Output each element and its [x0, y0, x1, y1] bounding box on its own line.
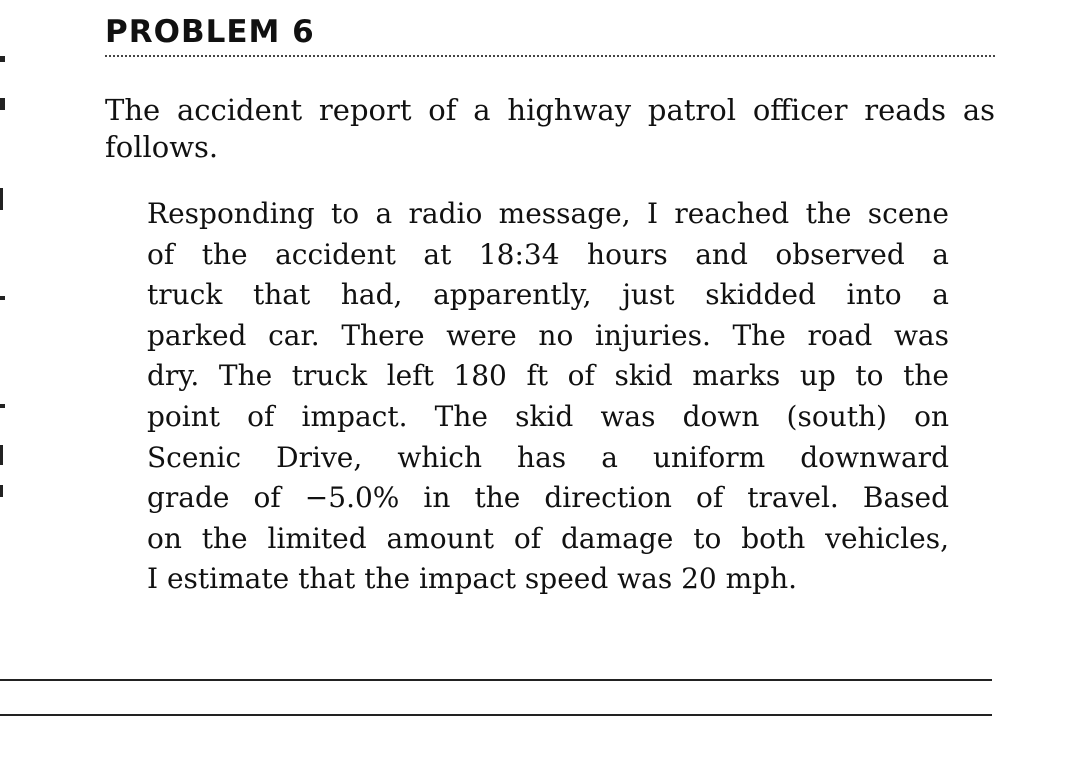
intro-line: follows.: [105, 130, 219, 164]
report-line: Scenic Drive, which has a uniform downward: [147, 440, 949, 474]
report-line: dry. The truck left 180 ft of skid marks up to the: [147, 359, 949, 393]
page-edge-mark: [0, 445, 3, 465]
page-edge-mark: [0, 188, 3, 210]
intro-line: The accident report of a highway patrol officer reads as: [105, 93, 995, 127]
report-line: Responding to a radio message, I reached the scene: [147, 197, 949, 230]
report-line: parked car. There were no injuries. The road was: [147, 318, 949, 352]
report-line: on the limited amount of damage to both vehicles,: [147, 521, 949, 555]
answer-line: [0, 679, 992, 681]
report-line: of the accident at 18:34 hours and observed a: [147, 237, 949, 271]
report-line: point of impact. The skid was down (south) on: [147, 399, 949, 433]
accident-report-quote: [147, 194, 949, 600]
page-edge-mark: [0, 485, 3, 497]
page-edge-mark: [0, 56, 5, 62]
page-edge-mark: [0, 404, 5, 408]
problem-heading: PROBLEM 6: [105, 14, 315, 50]
answer-line: [0, 714, 992, 716]
report-line: grade of −5.0% in the direction of travel. Based: [147, 481, 949, 515]
intro-paragraph: [105, 92, 995, 166]
heading-dotted-rule: [105, 55, 995, 57]
report-line: truck that had, apparently, just skidded into a: [147, 278, 949, 312]
report-line: I estimate that the impact speed was 20 mph.: [147, 562, 798, 596]
page-edge-mark: [0, 296, 5, 300]
page-edge-mark: [0, 98, 5, 110]
